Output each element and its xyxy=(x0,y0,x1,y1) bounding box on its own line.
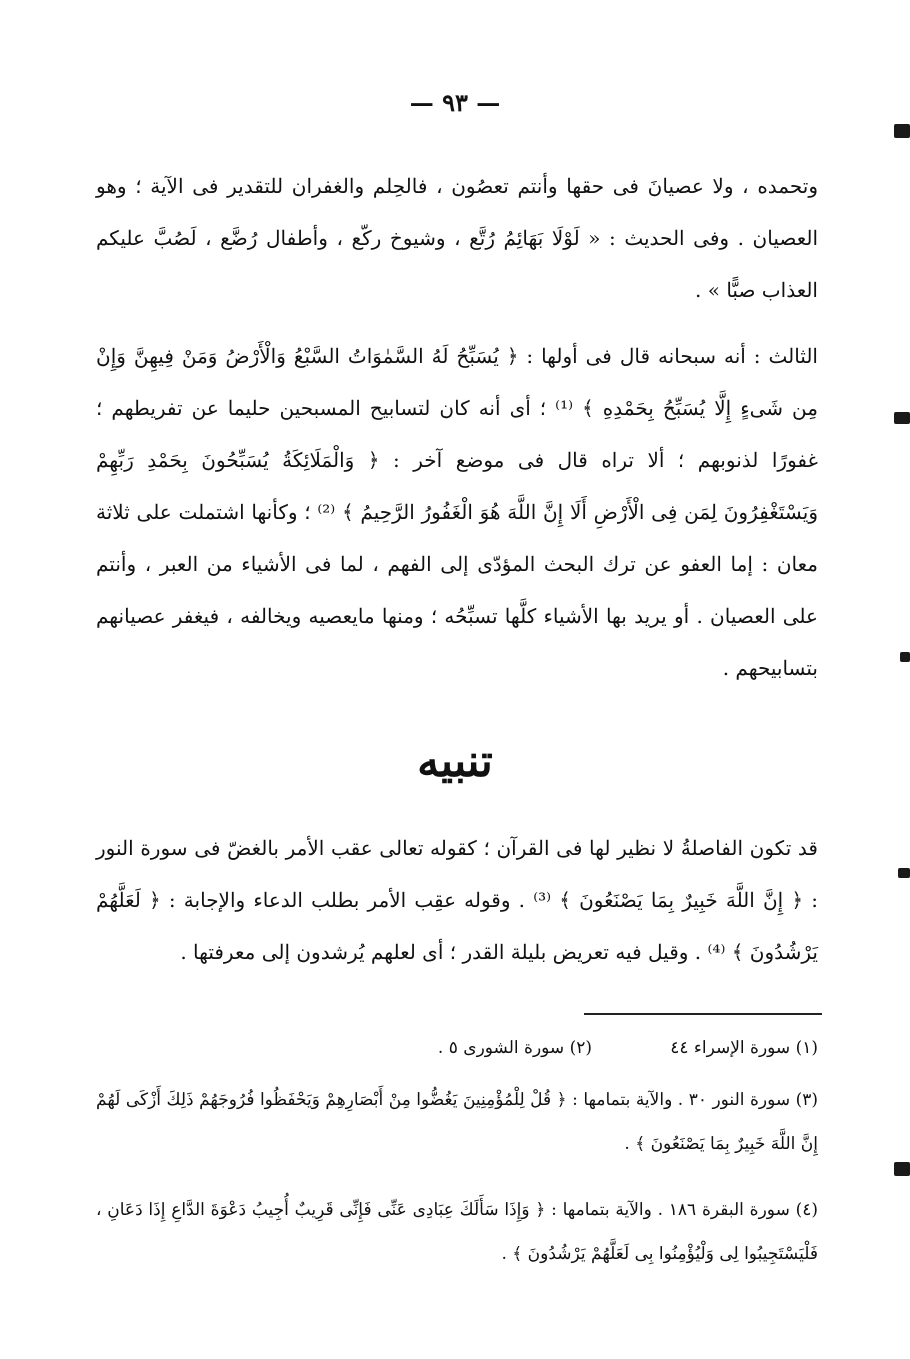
scan-edge-mark xyxy=(900,652,910,662)
page-number: — ٩٣ — xyxy=(409,88,501,117)
footnote-2: (٢) سورة الشورى ٥ . xyxy=(437,1038,592,1058)
footnote-3: (٣) سورة النور ٣٠ . والآية بتمامها : ﴿ قُلْ لِلْمُؤْمِنِينَ يَغُضُّوا مِنْ أَبْصَارِهِمْ وَيَحْفَظُوا فُرُوجَهُمْ ذَلِكَ أَزْكَى لَهُمْ إِنَّ اللَّهَ خَبِيرٌ بِمَا يَصْنَعُونَ ﴾ . xyxy=(96,1090,819,1154)
scan-edge-mark xyxy=(894,1162,910,1176)
footnote-4: (٤) سورة البقرة ١٨٦ . والآية بتمامها : ﴿ وَإِذَا سَأَلَكَ عِبَادِى عَنِّى فَإِنِّى قَرِيبٌ أُجِيبُ دَعْوَةَ الدَّاعِ إِذَا دَعَانِ ، فَلْيَسْتَجِيبُوا لِى وَلْيُؤْمِنُوا بِى لَعَلَّهُمْ يَرْشُدُونَ ﴾ . xyxy=(96,1200,818,1264)
scan-edge-mark xyxy=(894,124,910,138)
scan-edge-mark xyxy=(894,412,910,424)
paragraph-2: الثالث : أنه سبحانه قال فى أولها : ﴿ يُسَبِّحُ لَهُ السَّمٰوَاتُ السَّبْعُ وَالْأَرْضُ وَمَنْ فِيهِنَّ وَإِنْ مِن شَىءٍ إِلَّا يُسَبِّحُ بِحَمْدِهِ ﴾ ⁽¹⁾ ؛ أى أنه كان لتسابيح المسبحين حليما عن تفريطهم ؛ غفورًا لذنوبهم ؛ ألا تراه قال فى موضع آخر : ﴿ وَالْمَلَائِكَةُ يُسَبِّحُونَ بِحَمْدِ رَبِّهِمْ وَيَسْتَغْفِرُونَ لِمَن فِى الْأَرْضِ أَلَا إِنَّ اللَّهَ هُوَ الْغَفُورُ الرَّحِيمُ ﴾ ⁽²⁾ ؛ وكأنها اشتملت على ثلاثة معان : إما العفو عن ترك البحث المؤدّى إلى الفهم ، لما فى الأشياء من العبر ، وأنتم على العصيان . أو يريد بها الأشياء كلَّها تسبِّحُه ؛ ومنها مايعصيه ويخالفه ، فيغفر عصيانهم بتسابيحهم . xyxy=(96,344,818,680)
scan-edge-mark xyxy=(898,868,910,878)
footnote-1: (١) سورة الإسراء ٤٤ xyxy=(670,1038,818,1058)
paragraph-3: قد تكون الفاصلةُ لا نظير لها فى القرآن ؛ كقوله تعالى عقب الأمر بالغضّ فى سورة النور : ﴿ إِنَّ اللَّهَ خَبِيرٌ بِمَا يَصْنَعُونَ ﴾ ⁽³⁾ . وقوله عقِب الأمر بطلب الدعاء والإجابة : ﴿ لَعَلَّهُمْ يَرْشُدُونَ ﴾ ⁽⁴⁾ . وقيل فيه تعريض بليلة القدر ؛ أى لعلهم يُرشدون إلى معرفتها . xyxy=(96,836,818,964)
section-heading: تنبيه xyxy=(417,736,493,787)
paragraph-1: وتحمده ، ولا عصيانَ فى حقها وأنتم تعصُون ، فالحِلم والغفران للتقدير فى الآية ؛ وهو العصيان . وفى الحديث : « لَوْلَا بَهَائِمُ رُتَّع ، وشيوخ ركّع ، وأطفال رُضَّع ، لَصُبَّ عليكم العذاب صبًّا » . xyxy=(96,174,818,302)
footnote-separator xyxy=(584,1013,822,1015)
footnotes-row-1-2 xyxy=(96,1038,818,1078)
